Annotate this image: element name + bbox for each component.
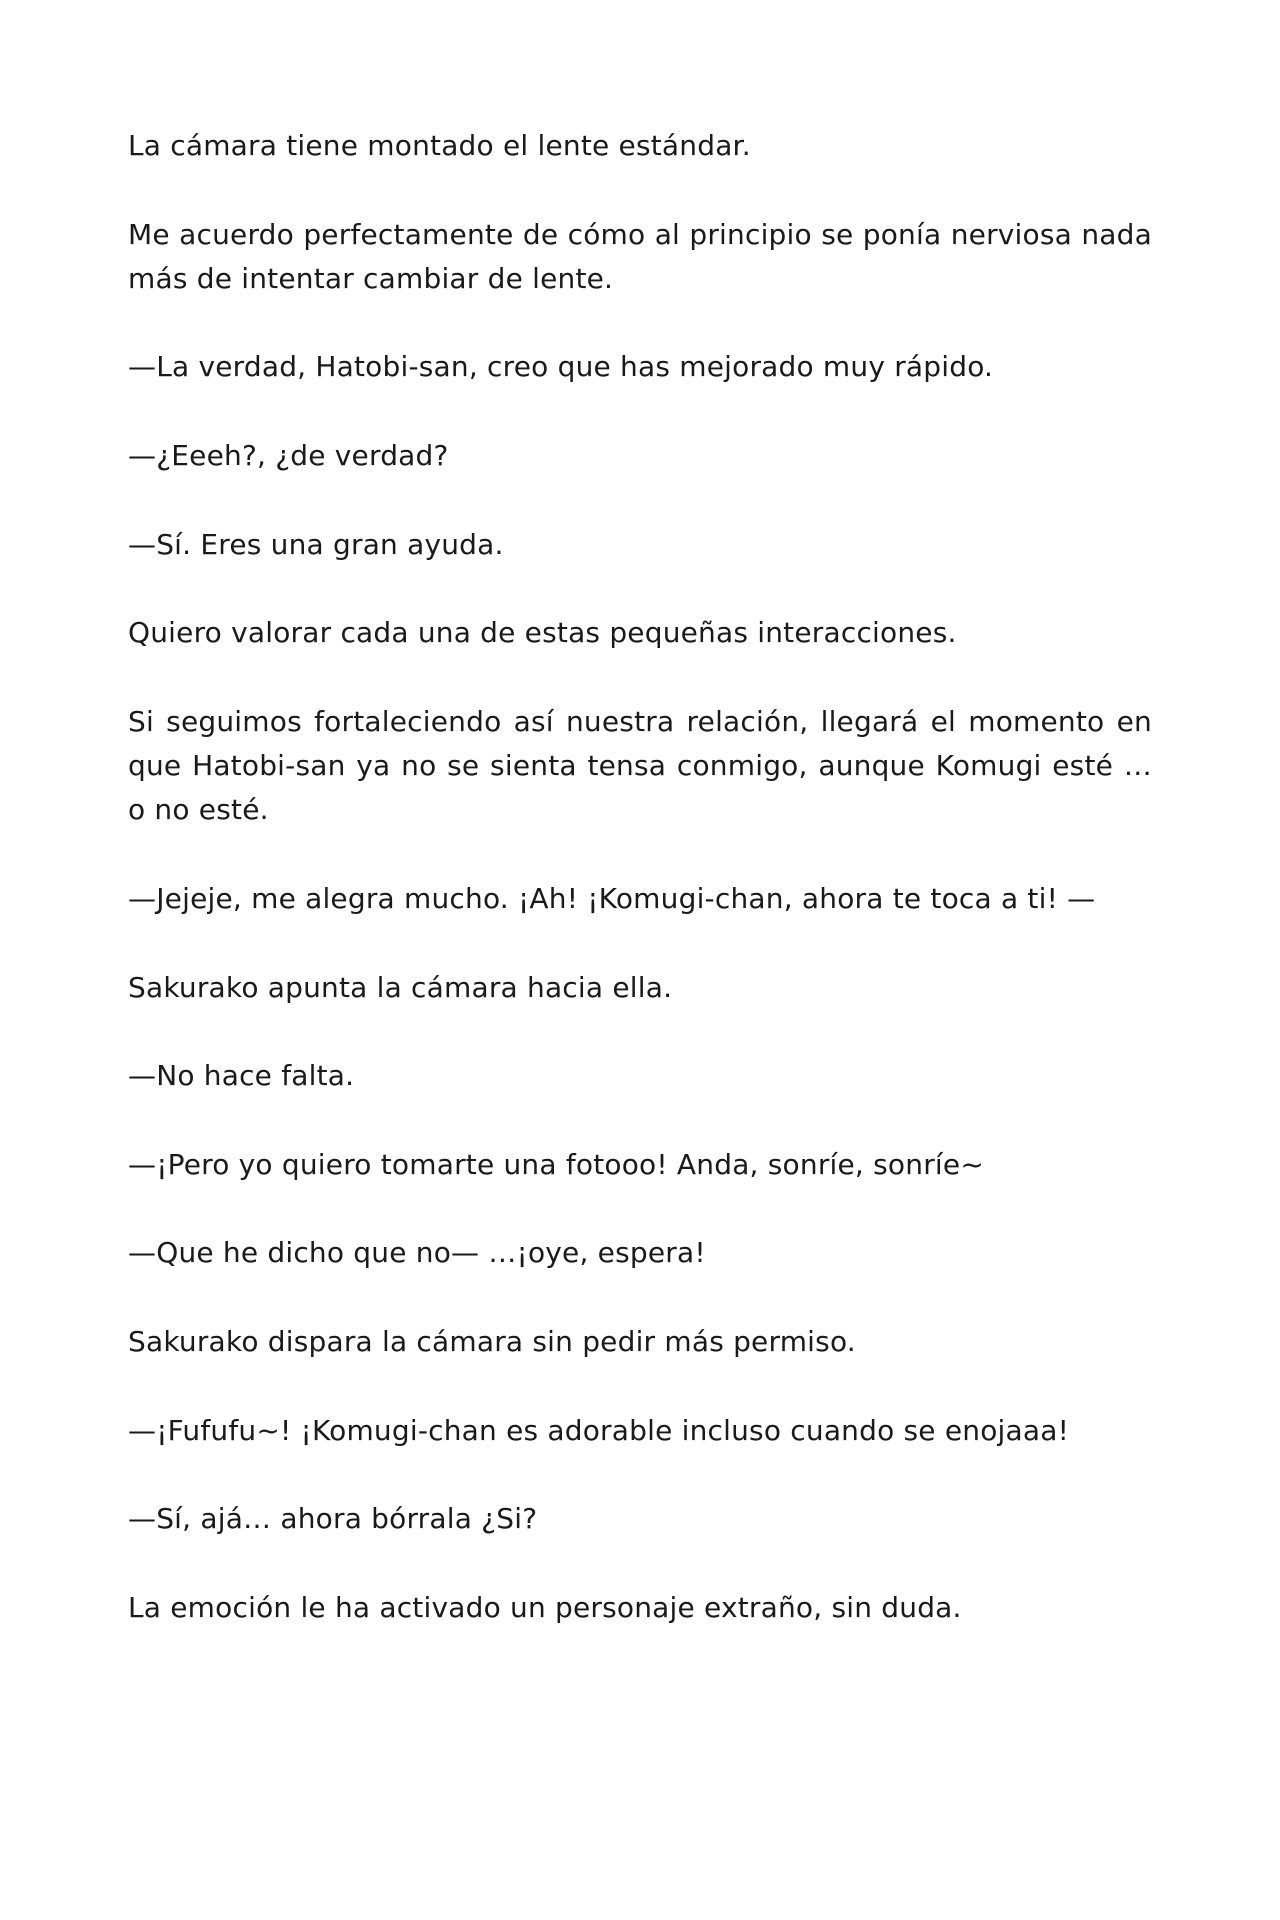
paragraph: La cámara tiene montado el lente estándar. (128, 129, 751, 162)
paragraph: Sakurako apunta la cámara hacia ella. (128, 970, 673, 1004)
dialogue-line: —¿Eeeh?, ¿de verdad? (128, 439, 449, 473)
paragraph: Si seguimos fortaleciendo así nuestra relación, llegará el momento en que Hatobi-san ya no se sienta tensa conmigo, aunque Komugi esté … o no esté. (128, 704, 1152, 827)
paragraph: La emoción le ha activado un personaje extraño, sin duda. (128, 1590, 962, 1624)
dialogue-line: —No hace falta. (128, 1059, 355, 1093)
paragraph: Sakurako dispara la cámara sin pedir más permiso. (128, 1325, 856, 1359)
paragraph: Me acuerdo perfectamente de cómo al principio se ponía nerviosa nada más de intentar cambiar de lente. (128, 217, 1152, 295)
dialogue-line: —Que he dicho que no— …¡oye, espera! (128, 1236, 706, 1270)
document-page (128, 124, 1152, 1674)
paragraph: Quiero valorar cada una de estas pequeñas interacciones. (128, 616, 957, 650)
dialogue-line: —Sí, ajá… ahora bórrala ¿Si? (128, 1502, 538, 1536)
dialogue-line: —¡Fufufu~! ¡Komugi-chan es adorable incluso cuando se enojaaa! (128, 1413, 1070, 1447)
dialogue-line: —¡Pero yo quiero tomarte una fotooo! Anda, sonríe, sonríe~ (128, 1147, 984, 1181)
dialogue-line: —Jejeje, me alegra mucho. ¡Ah! ¡Komugi-chan, ahora te toca a ti! — (128, 882, 1096, 916)
dialogue-line: —La verdad, Hatobi-san, creo que has mejorado muy rápido. (128, 350, 994, 384)
dialogue-line: —Sí. Eres una gran ayuda. (128, 527, 504, 561)
